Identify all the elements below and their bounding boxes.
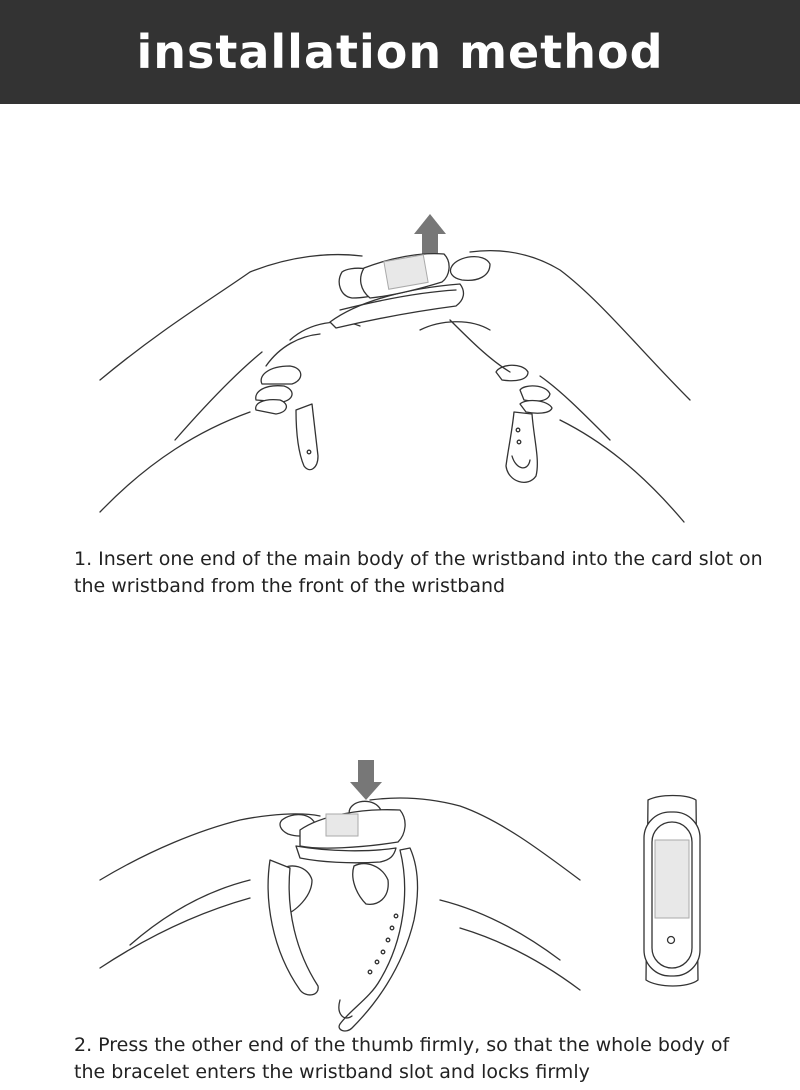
page-title: installation method — [136, 25, 664, 79]
step-2-illustration — [0, 750, 800, 1040]
step-1-drawing — [0, 200, 800, 530]
step-1-illustration — [0, 200, 800, 530]
step-2-caption: 2. Press the other end of the thumb firmly, so that the whole body of the bracelet enters the wristband slot and locks firmly — [74, 1034, 730, 1083]
header-banner — [0, 0, 800, 104]
arrow-down-icon — [350, 760, 382, 800]
tracker-device-icon — [644, 796, 700, 987]
step-1-caption: 1. Insert one end of the main body of the wristband into the card slot on the wristband from the front of the wristband — [74, 548, 763, 597]
step-2-drawing — [0, 750, 800, 1040]
